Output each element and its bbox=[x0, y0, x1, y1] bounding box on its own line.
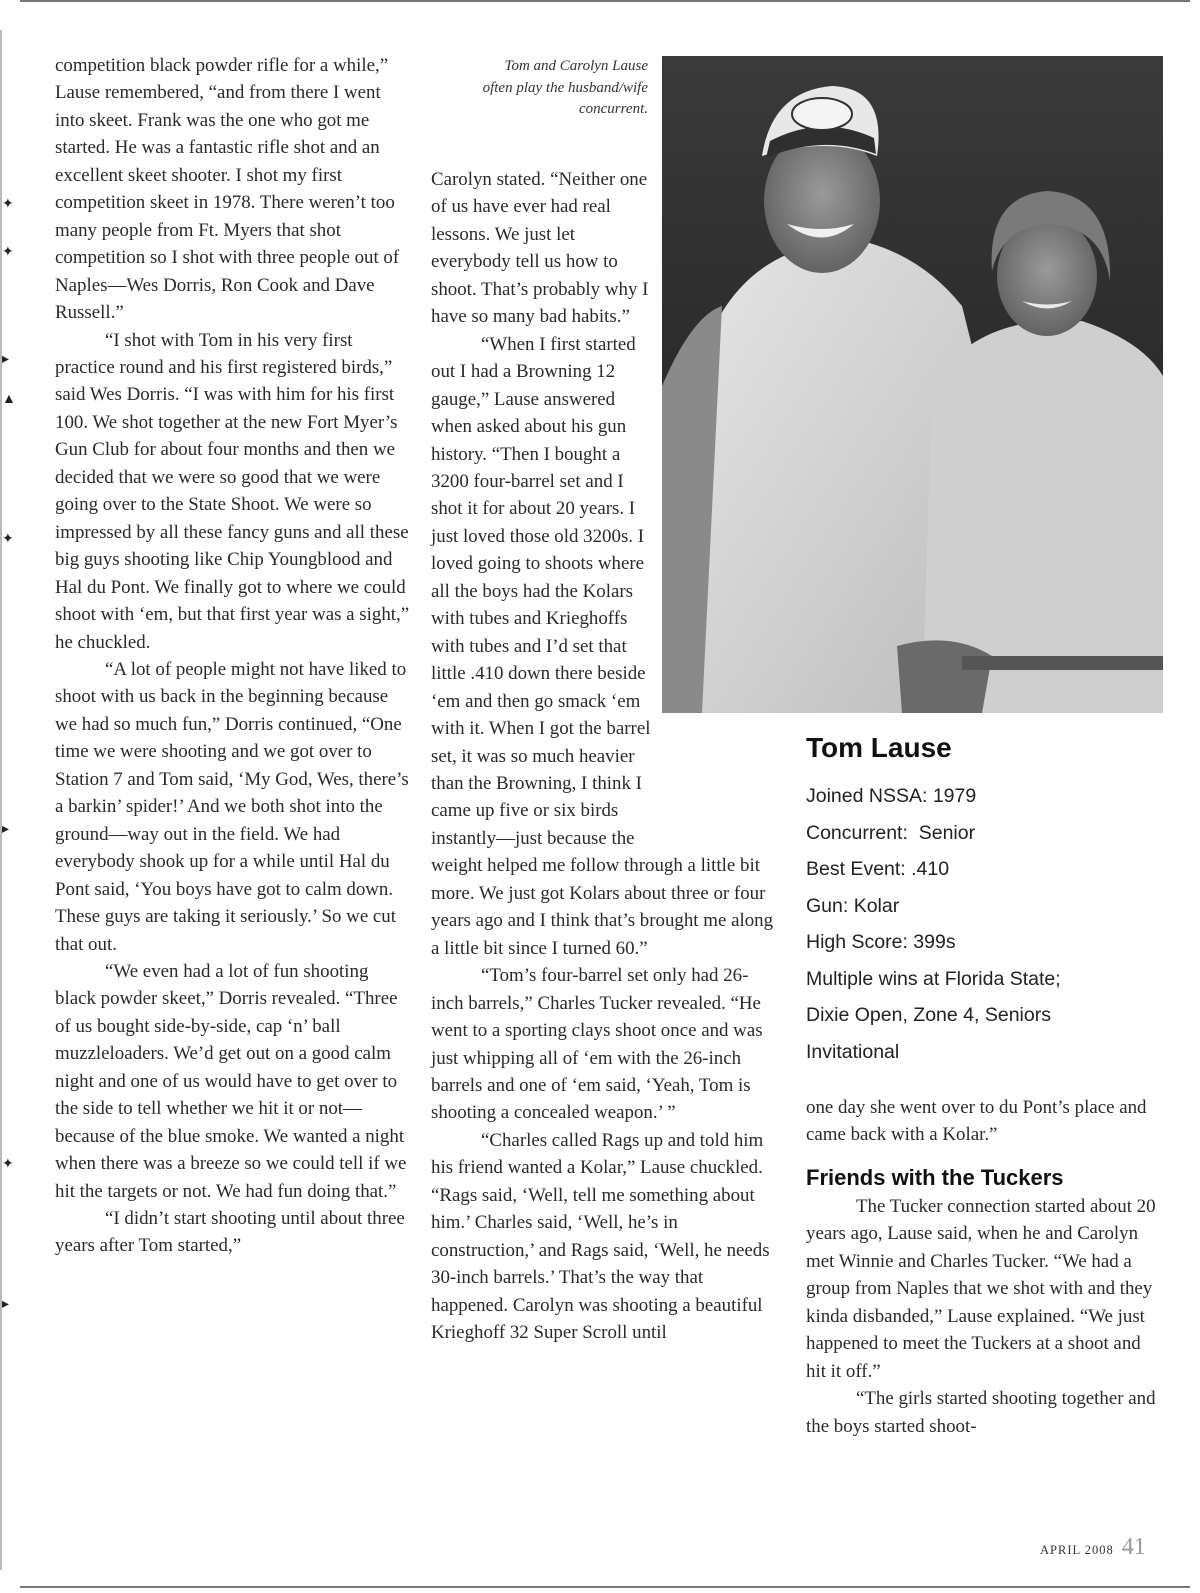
profile-wins-line-3: Invitational bbox=[806, 1040, 900, 1063]
binding-mark: ▸ bbox=[2, 1297, 10, 1312]
page-number: 41 bbox=[1121, 1534, 1146, 1560]
paragraph: one day she went over to du Pont’s place and came back with a Kolar.” bbox=[806, 1097, 1147, 1146]
profile-name: Tom Lause bbox=[806, 732, 952, 763]
paragraph: competition black powder rifle for a while,” Lause remembered, “and from there I went into skeet. Frank was the one who got me started. He was a fantastic rifle shot and an excellent skeet shooter. I shot my first competition skeet in 1978. There weren’t too many people from Ft. Myers that shot competition so I shot with three people out of Naples—Wes Dorris, Ron Cook and Dave Russell.” bbox=[55, 55, 400, 324]
section-heading: Friends with the Tuckers bbox=[806, 1164, 1064, 1190]
binding-mark: ✦ bbox=[2, 245, 14, 260]
profile-gun: Gun: Kolar bbox=[806, 894, 900, 917]
binding-mark: ▲ bbox=[2, 392, 16, 407]
paragraph: “I didn’t start shooting until about three years after Tom started,” bbox=[55, 1208, 405, 1257]
paragraph: “Tom’s four-barrel set only had 26-inch barrels,” Charles Tucker revealed. “He went to a sporting clays shoot once and was just whipping all of ‘em with the 26-inch barrels and one of ‘em said, ‘Yeah, Tom is shooting a concealed weapon.’ ” bbox=[431, 965, 763, 1124]
binding-mark: ▸ bbox=[2, 352, 10, 367]
paragraph: “We even had a lot of fun shooting black powder skeet,” Dorris revealed. “Three of us bought side-by-side, cap ‘n’ ball muzzleloaders. We’d get out on a good calm night and one of us would have to get over to the side to tell whether we hit it or not—because of the blue smoke. We wanted a night when there was a breeze so we could tell if we hit the targets or not. We had fun doing that.” bbox=[55, 960, 407, 1202]
paragraph: The Tucker connection started about 20 years ago, Lause said, when he and Carolyn met Winnie and Charles Tucker. “We had a group from Naples that we shot with and they kinda disbanded,” Lause explained. “We just happened to meet the Tuckers at a shoot and hit it off.” bbox=[806, 1195, 1156, 1382]
paragraph: “When I first started out I had a Browning 12 gauge,” Lause answered when asked about his gun history. “Then I bought a 3200 four-barrel set and I shot it for about 20 years. I just loved those old 3200s. I loved going to shoots where all the boys had the Kolars with tubes and Krieghoffs with tubes and I’d set that little .410 down there beside ‘em and then go smack ‘em with it. When I got the barrel set, it was so much heavier than the Browning, I think I came up five or six birds instantly—just because the weight helped me follow through a little bit more. We just got Kolars about three or four years ago and I think that’s brought me along a little bit since I turned 60.” bbox=[431, 333, 774, 959]
scan-binding-edge bbox=[0, 30, 2, 1570]
binding-mark: ✦ bbox=[2, 1157, 14, 1172]
page-footer bbox=[1040, 1534, 1170, 1561]
binding-mark: ▸ bbox=[2, 822, 10, 837]
photo-illustration bbox=[662, 56, 1163, 713]
profile-wins-line-2: Dixie Open, Zone 4, Seniors bbox=[806, 1004, 1051, 1026]
bottom-rule bbox=[20, 1586, 1190, 1588]
profile-concurrent: Concurrent: Senior bbox=[806, 821, 976, 844]
player-profile-box bbox=[806, 730, 1166, 1070]
binding-mark: ✦ bbox=[2, 532, 14, 547]
paragraph: “The girls started shooting together and the boys started shoot- bbox=[806, 1388, 1156, 1437]
paragraph: “A lot of people might not have liked to shoot with us back in the beginning because we had so much fun,” Dorris continued, “One time we were shooting and we got over to Station 7 and Tom said, ‘My God, Wes, there’s a barkin’ spider!’ And we both shot into the ground—way out in the field. We had everybody shook up for a while until Hal du Pont said, ‘You boys have got to calm down. These guys are taking it seriously.’ So we cut that out. bbox=[55, 658, 409, 955]
issue-date: APRIL 2008 bbox=[1040, 1543, 1114, 1557]
paragraph: Carolyn stated. “Neither one of us have ever had real lessons. We just let everybody tell us how to shoot. That’s probably why I have so many bad habits.” bbox=[431, 169, 649, 328]
profile-high-score: High Score: 399s bbox=[806, 931, 956, 953]
profile-joined: Joined NSSA: 1979 bbox=[806, 785, 977, 807]
top-rule bbox=[20, 0, 1190, 2]
photo-caption: Tom and Carolyn Lause often play the husband/wife concurrent. bbox=[482, 58, 648, 117]
profile-wins-line-1: Multiple wins at Florida State; bbox=[806, 967, 1061, 990]
article-column-1 bbox=[55, 52, 410, 1260]
binding-mark: ✦ bbox=[2, 197, 14, 212]
paragraph: “I shot with Tom in his very first practice round and his first registered birds,” said Wes Dorris. “I was with him for his first 100. We shot together at the new Fort Myer’s Gun Club for about four months and then we decided that we were so good that we were going over to the State Shoot. We were so impressed by all these fancy guns and all these big guys shooting like Chip Youngblood and Hal du Pont. We finally got to where we could shoot with ‘em, but that first year was a sight,” he chuckled. bbox=[55, 329, 410, 653]
profile-best-event: Best Event: .410 bbox=[806, 858, 950, 880]
couple-photo bbox=[662, 56, 1163, 713]
article-column-3 bbox=[806, 1094, 1161, 1440]
paragraph: “Charles called Rags up and told him his friend wanted a Kolar,” Lause chuckled. “Rags said, ‘Well, tell me something about him.’ Charles said, ‘Well, he’s in construction,’ and Rags said, ‘Well, he needs 30-inch barrels.’ That’s the way that happened. Carolyn was shooting a beautiful Krieghoff 32 Super Scroll until bbox=[431, 1129, 770, 1344]
